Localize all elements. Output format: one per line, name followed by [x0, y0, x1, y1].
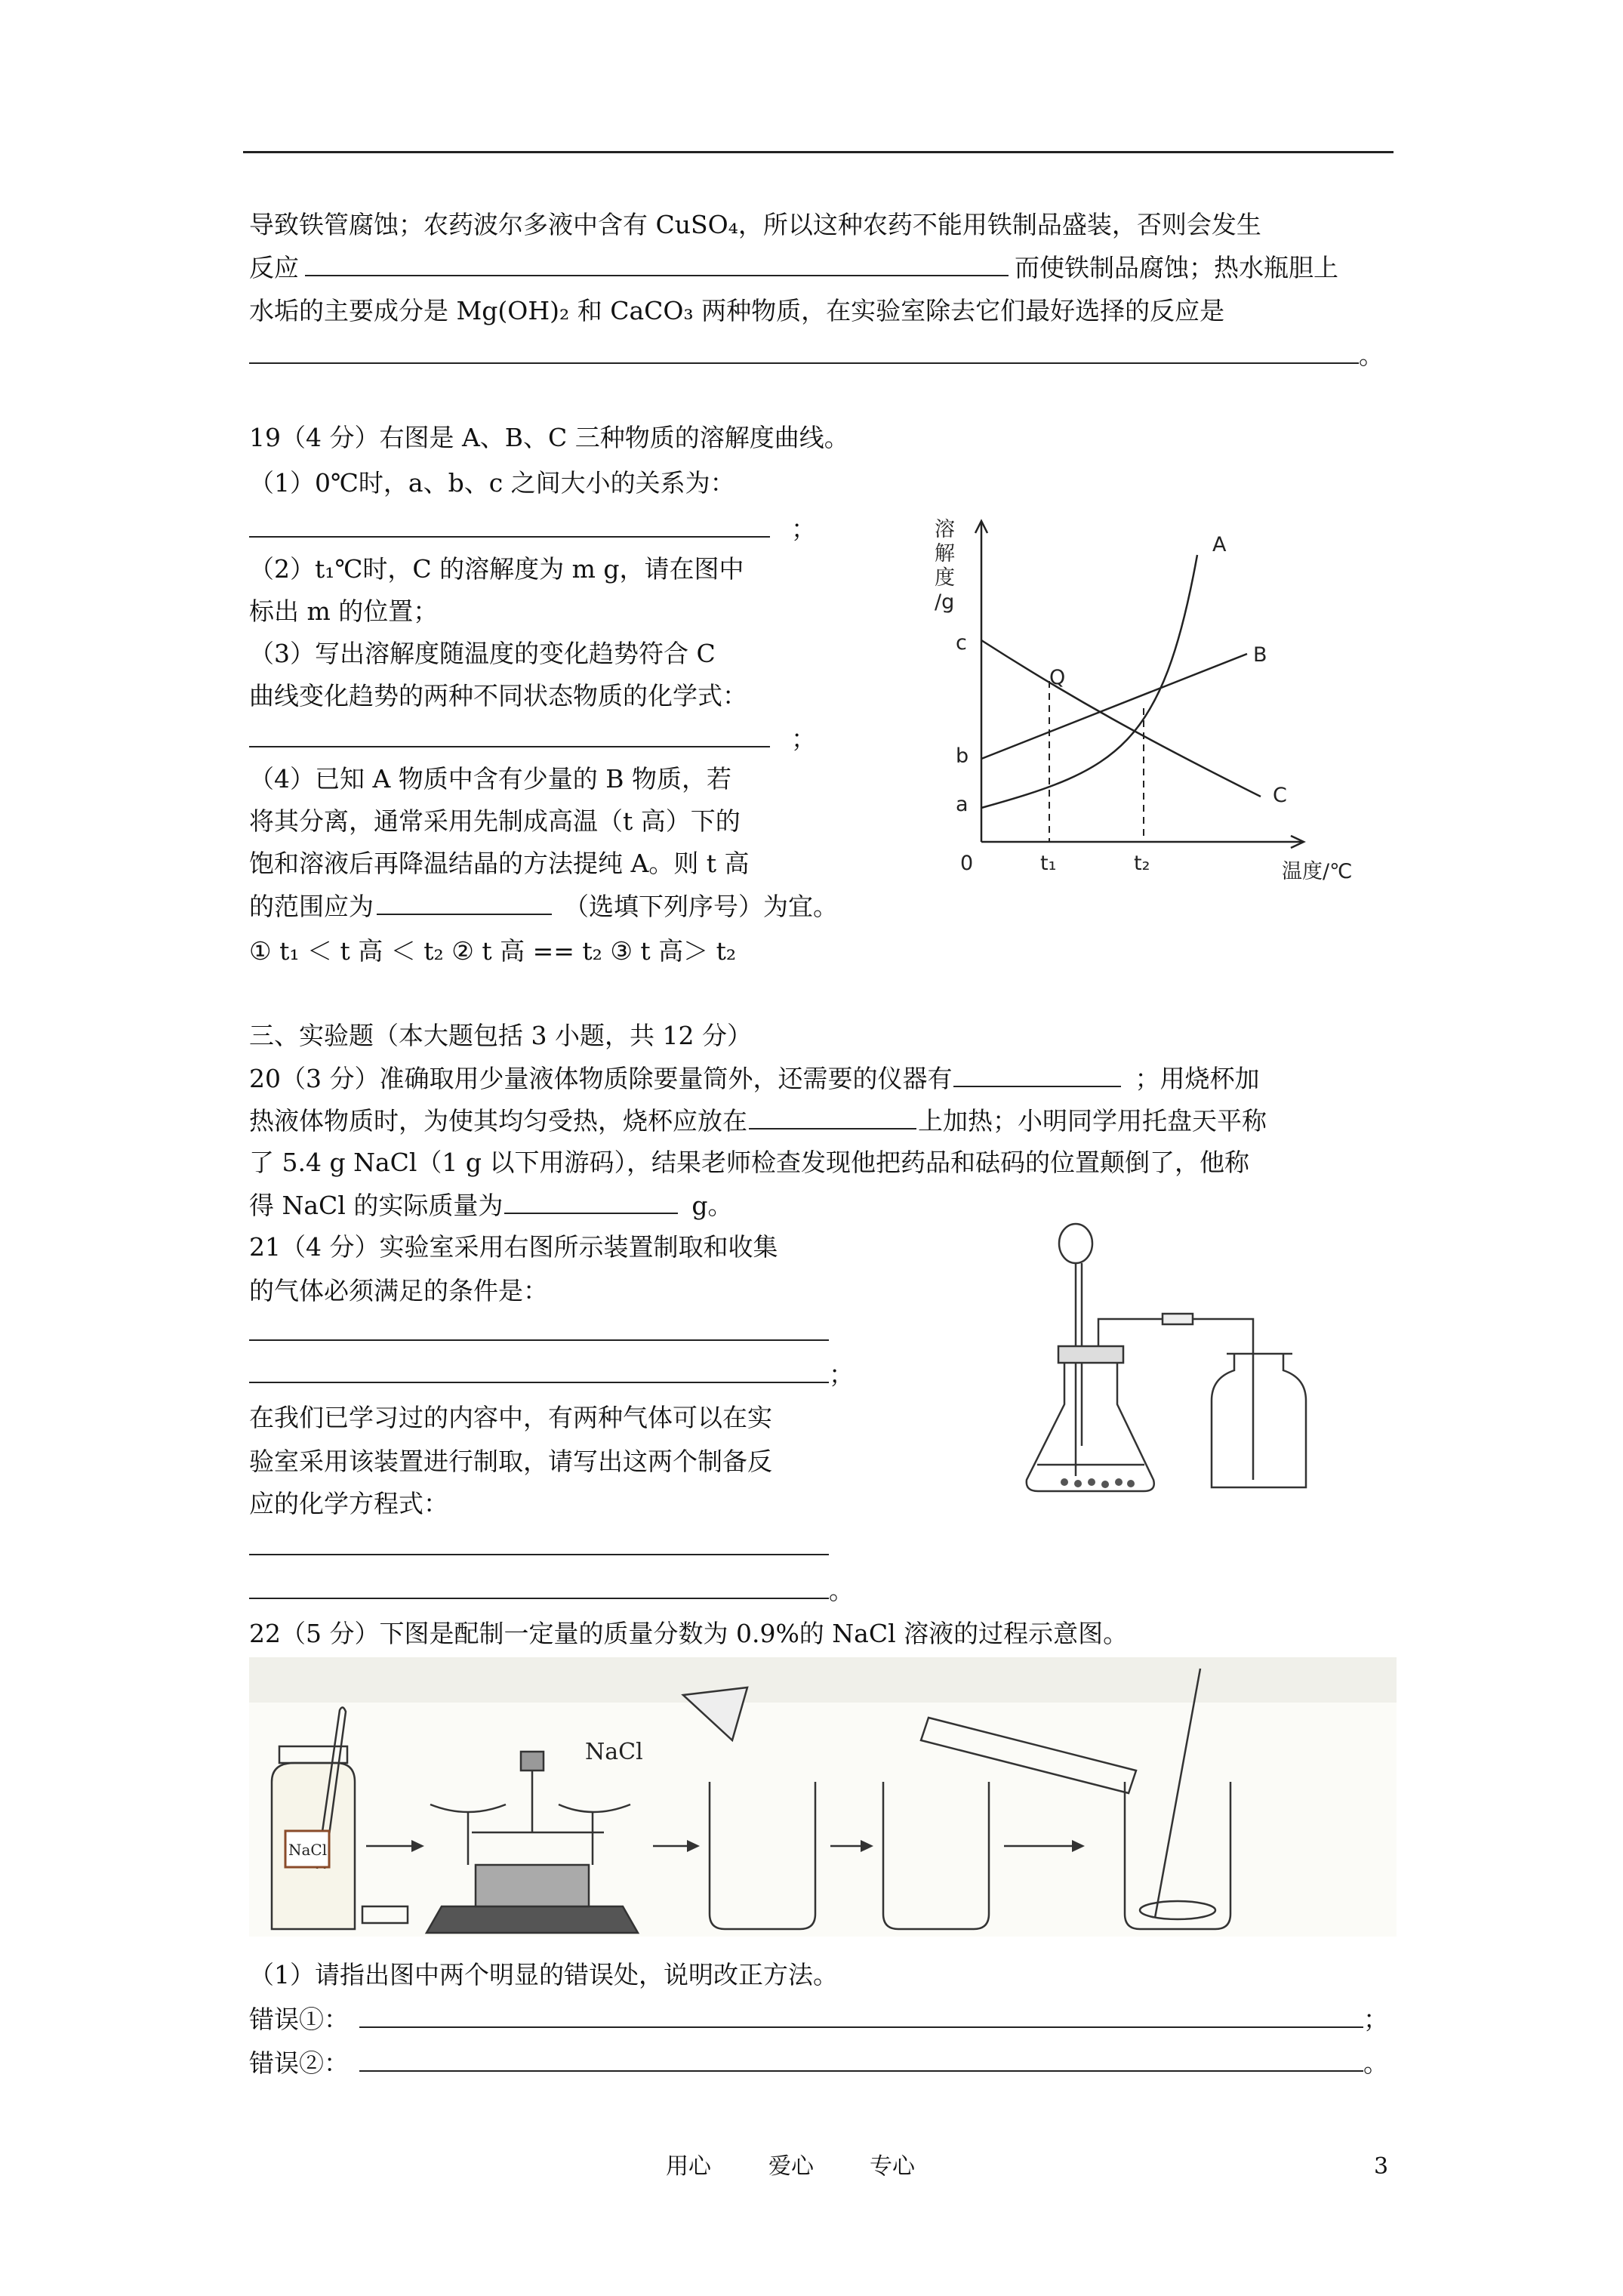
q19-p3a: （3）写出溶解度随温度的变化趋势符合 C [249, 639, 716, 668]
q21-l2: 的气体必须满足的条件是： [249, 1276, 548, 1305]
q20-blank-2[interactable] [749, 1105, 916, 1130]
q20-l1: 20（3 分）准确取用少量液体物质除要量筒外，还需要的仪器有 ；用烧杯加 [249, 1064, 1260, 1093]
q19-blank2-row: ； [249, 723, 816, 754]
balance-body [476, 1865, 589, 1906]
q22-p1: （1）请指出图中两个明显的错误处，说明改正方法。 [249, 1960, 838, 1989]
q18-line1: 导致铁管腐蚀；农药波尔多液中含有 CuSO₄，所以这种农药不能用铁制品盛装，否则会发生 [249, 210, 1261, 239]
curve-C [981, 640, 1261, 797]
q19-blank-2[interactable] [249, 723, 770, 747]
footer-motto-3: 专心 [870, 2153, 915, 2180]
curve-C-label: C [1273, 784, 1287, 807]
q21-l4: 验室采用该装置进行制取，请写出这两个制备反 [249, 1447, 772, 1476]
q21-blank1-row [249, 1317, 829, 1348]
curve-A [981, 555, 1197, 808]
jar-label: NaCl [288, 1841, 328, 1859]
q18-line3: 水垢的主要成分是 Mg(OH)₂ 和 CaCO₃ 两种物质，在实验室除去它们最好选择的反应是 [249, 296, 1225, 325]
footer-motto-1: 用心 [666, 2153, 711, 2180]
q20-blank-3[interactable] [504, 1190, 678, 1214]
gas-apparatus-figure [1012, 1219, 1389, 1506]
q21-blank-1[interactable] [249, 1317, 829, 1341]
q21-blank-4[interactable] [249, 1575, 829, 1599]
q21-blank-2[interactable] [249, 1359, 829, 1383]
balance-base [427, 1906, 638, 1933]
graph-Q-label: Q [1049, 666, 1066, 689]
q21-blank2-row: ； [249, 1359, 854, 1390]
q19-blank-1[interactable] [249, 513, 770, 538]
footer-motto-2: 爱心 [768, 2153, 814, 2180]
q19-p2b: 标出 m 的位置； [249, 596, 439, 626]
q21-blank-3[interactable] [249, 1531, 829, 1555]
graph-b-label: b [956, 744, 969, 768]
q19-p4d: 的范围应为 （选填下列序号）为宜。 [249, 892, 838, 921]
q20-l2: 热液体物质时，为使其均匀受热，烧杯应放在 上加热；小明同学用托盘天平称 [249, 1106, 1267, 1136]
graph-origin: 0 [960, 852, 974, 875]
q19-p2a: （2）t₁℃时，C 的溶解度为 m g，请在图中 [249, 554, 744, 584]
q19-blank1-row: ； [249, 513, 816, 544]
balance-label: NaCl [585, 1739, 643, 1765]
q19-p4c: 饱和溶液后再降温结晶的方法提纯 A。则 t 高 [249, 849, 750, 878]
q22-err2-row: 错误②： 。 [249, 2048, 1388, 2078]
curve-A-label: A [1212, 533, 1227, 556]
q20-l3: 了 5.4 g NaCl（1 g 以下用游码），结果老师检查发现他把药品和砝码的位置颠倒了，他称 [249, 1148, 1250, 1177]
solubility-graph [921, 506, 1404, 898]
q22-title: 22（5 分）下图是配制一定量的质量分数为 0.9%的 NaCl 溶液的过程示意图。 [249, 1619, 1129, 1648]
graph-xlabel: 温度/℃ [1282, 860, 1353, 883]
graph-c-label: c [956, 631, 967, 655]
q19-p4a: （4）已知 A 物质中含有少量的 B 物质，若 [249, 764, 732, 794]
q22-blank-err1[interactable] [359, 2004, 1363, 2028]
q19-p1: （1）0℃时，a、b、c 之间大小的关系为： [249, 468, 735, 498]
page-number: 3 [1374, 2153, 1389, 2180]
q21-l1: 21（4 分）实验室采用右图所示装置制取和收集 [249, 1232, 778, 1262]
header-rule [243, 151, 1394, 153]
q18-blank-2[interactable] [249, 340, 1359, 364]
q21-blank4-row: 。 [249, 1575, 854, 1606]
graph-t1: t₁ [1040, 852, 1057, 875]
q20-blank-1[interactable] [953, 1063, 1121, 1087]
q19-title: 19（4 分）右图是 A、B、C 三种物质的溶解度曲线。 [249, 423, 849, 452]
curve-B-label: B [1253, 643, 1267, 667]
q18-line2: 反应 而使铁制品腐蚀；热水瓶胆上 [249, 253, 1338, 282]
graph-ylabel-3: 度 [935, 566, 955, 590]
q21-l3: 在我们已学习过的内容中，有两种气体可以在实 [249, 1403, 772, 1432]
section3-title: 三、实验题（本大题包括 3 小题，共 12 分） [249, 1021, 752, 1050]
graph-ylabel-4: /g [935, 590, 955, 614]
graph-t2: t₂ [1134, 852, 1150, 875]
q20-l4: 得 NaCl 的实际质量为 g。 [249, 1191, 733, 1220]
q19-blank-3[interactable] [377, 891, 552, 915]
curve-B [981, 654, 1247, 759]
q18-blank-1[interactable] [305, 252, 1009, 276]
q21-l5: 应的化学方程式： [249, 1489, 448, 1518]
q19-options: ① t₁ ＜ t 高 ＜ t₂ ② t 高 == t₂ ③ t 高＞ t₂ [249, 936, 737, 966]
balance-head [521, 1752, 544, 1771]
q18-line4: 。 [249, 340, 1384, 371]
rubber-stopper [1058, 1346, 1123, 1363]
graph-ylabel-2: 解 [935, 542, 955, 566]
tube-connector [1163, 1314, 1193, 1324]
q19-p4b: 将其分离，通常采用先制成高温（t 高）下的 [249, 806, 741, 836]
graph-ylabel-1: 溶 [935, 518, 955, 541]
graph-a-label: a [956, 793, 969, 816]
q21-blank3-row [249, 1531, 829, 1562]
q22-err1-row: 错误①： ； [249, 2005, 1388, 2034]
q22-blank-err2[interactable] [359, 2048, 1363, 2072]
q19-p3b: 曲线变化趋势的两种不同状态物质的化学式： [249, 681, 747, 710]
nacl-preparation-figure [249, 1657, 1397, 1937]
